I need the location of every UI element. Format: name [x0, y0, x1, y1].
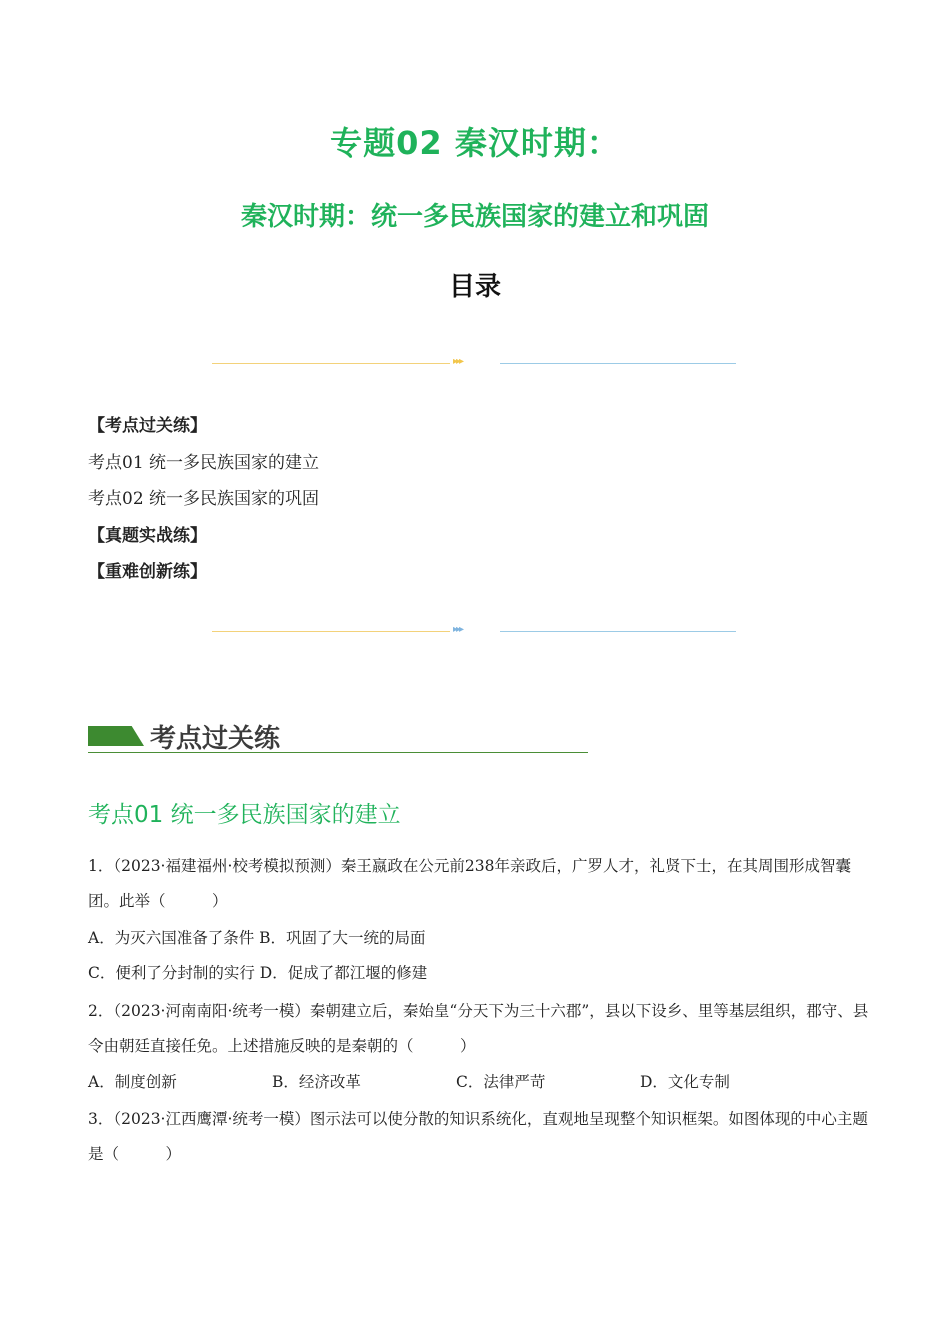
- divider-line-right: [500, 631, 736, 632]
- toc-item-kp02[interactable]: 考点02 统一多民族国家的巩固: [88, 489, 320, 509]
- divider-bottom: [212, 626, 736, 638]
- question-2-option-c[interactable]: C．法律严苛: [456, 1073, 546, 1091]
- banner-rule: [88, 752, 588, 753]
- document-title: 专题02 秦汉时期：: [330, 124, 620, 162]
- divider-line-right: [500, 363, 736, 364]
- toc-item-real-exam[interactable]: 【真题实战练】: [88, 525, 207, 546]
- section-banner: [88, 718, 588, 754]
- question-1-options-row1[interactable]: A．为灭六国准备了条件 B．巩固了大一统的局面: [88, 929, 426, 947]
- question-2-stem: 2．（2023·河南南阳·统考一模）秦朝建立后，秦始皇“分天下为三十六郡”，县以下设乡、里等基层组织，郡守、县令由朝廷直接任免。上述措施反映的是秦朝的（ ）: [88, 1002, 869, 1055]
- toc-item-innovation[interactable]: 【重难创新练】: [88, 562, 207, 582]
- kp-heading: 考点01 统一多民族国家的建立: [88, 802, 401, 828]
- question-2-options: [88, 1065, 878, 1100]
- question-2-option-d[interactable]: D．文化专制: [640, 1073, 730, 1091]
- divider-arrows-icon: ▸▸▸: [453, 624, 463, 635]
- toc-heading: 目录: [448, 272, 501, 302]
- banner-bar-icon: [88, 726, 144, 746]
- question-3-stem: 3．（2023·江西鹰潭·统考一模）图示法可以使分散的知识系统化，直观地呈现整个知识框架。如图体现的中心主题是（ ）: [88, 1110, 868, 1163]
- divider-arrows-icon: ▸▸▸: [453, 356, 463, 367]
- question-1-stem: 1．（2023·福建福州·校考模拟预测）秦王嬴政在公元前238年亲政后，广罗人才，礼贤下士，在其周围形成智囊团。此举（ ）: [88, 857, 851, 910]
- table-of-contents: [88, 408, 319, 591]
- document-subtitle: 秦汉时期：统一多民族国家的建立和巩固: [240, 202, 709, 232]
- question-1-options-row2[interactable]: C．便利了分封制的实行 D．促成了都江堰的修建: [88, 964, 428, 982]
- toc-item-kp01[interactable]: 考点01 统一多民族国家的建立: [88, 452, 320, 473]
- toc-item-practice[interactable]: 【考点过关练】: [88, 416, 207, 436]
- question-2-option-a[interactable]: A．制度创新: [88, 1073, 177, 1091]
- question-2-option-b[interactable]: B．经济改革: [272, 1073, 361, 1091]
- divider-top: [212, 358, 736, 370]
- section-banner-title: 考点过关练: [150, 724, 281, 754]
- divider-line-left: [212, 631, 450, 632]
- divider-line-left: [212, 363, 450, 364]
